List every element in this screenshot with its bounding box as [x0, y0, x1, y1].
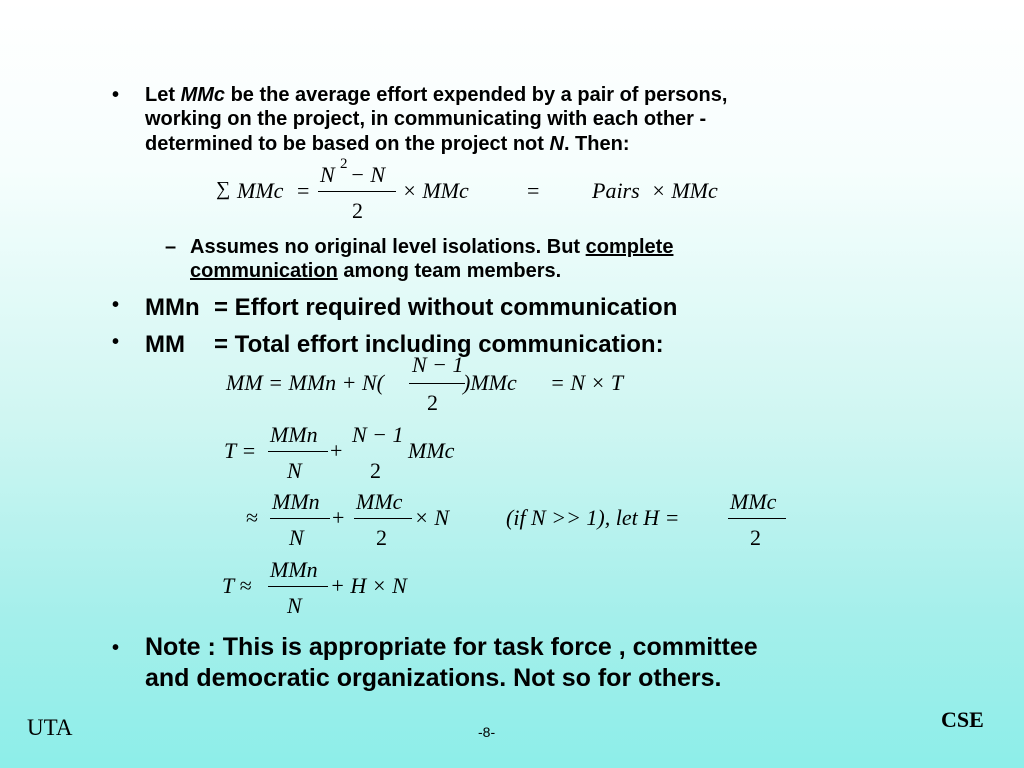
- underlined-text: complete: [585, 236, 674, 258]
- eq3-den1: N: [287, 458, 302, 483]
- eq4-plus: +: [332, 505, 345, 530]
- text: . Then:: [563, 133, 630, 155]
- eq2-den: 2: [427, 390, 438, 415]
- approx-symbol: ≈: [246, 505, 259, 530]
- eq3-mmc: MMc: [408, 438, 455, 463]
- eq4-num3: MMc: [730, 489, 777, 514]
- sub-bullet-marker: –: [165, 236, 177, 258]
- var-n: N: [549, 133, 564, 155]
- eq2-lhs: MM = MMn + N(: [226, 370, 384, 395]
- eq4-den3: 2: [750, 525, 761, 550]
- eq4-den1: N: [289, 525, 304, 550]
- fraction-bar: [354, 518, 412, 519]
- text: Assumes no original level isolations. But: [190, 236, 586, 258]
- eq1-lhs: MMc: [237, 178, 284, 203]
- eq3-num2: N − 1: [352, 422, 404, 447]
- eq1-equals: =: [297, 178, 310, 203]
- fraction-bar: [318, 191, 396, 192]
- bullet-marker: •: [112, 84, 120, 106]
- bullet2-def: = Effort required without communication: [214, 294, 678, 321]
- bullet2-term: MMn: [145, 294, 200, 321]
- text: Let: [145, 84, 181, 106]
- fraction-bar: [728, 518, 786, 519]
- underlined-text: communication: [190, 260, 338, 282]
- bullet3-def: = Total effort including communication:: [214, 331, 664, 358]
- eq1-pairs: Pairs: [592, 178, 640, 203]
- eq2-num: N − 1: [412, 352, 464, 377]
- eq4-condition: (if N >> 1), let H =: [506, 505, 680, 530]
- eq5-num: MMn: [270, 557, 318, 582]
- bullet-marker: •: [112, 294, 120, 316]
- page-number: -8-: [478, 724, 496, 740]
- bullet1-line3: [145, 133, 629, 156]
- eq4-den2: 2: [376, 525, 387, 550]
- footer-right-label: CSE: [941, 707, 984, 732]
- eq1-times-mmc2: × MMc: [651, 178, 718, 203]
- eq1-den: 2: [352, 198, 363, 223]
- bullet-marker: •: [112, 637, 120, 659]
- fraction-bar: [268, 451, 328, 452]
- eq3-plus: +: [330, 438, 343, 463]
- text: be the average effort expended by a pair of persons,: [225, 84, 728, 106]
- eq1-times-mmc: × MMc: [402, 178, 469, 203]
- eq3-den2: 2: [370, 458, 381, 483]
- eq5-den: N: [287, 593, 302, 618]
- bullet4-line1: Note : This is appropriate for task force , committee: [145, 633, 758, 661]
- eq4-num2: MMc: [356, 489, 403, 514]
- fraction-bar: [409, 383, 465, 384]
- bullet-marker: •: [112, 331, 120, 353]
- eq2-rhs2: = N × T: [550, 370, 624, 395]
- footer-left-label: UTA: [27, 715, 73, 740]
- eq4-num1: MMn: [272, 489, 320, 514]
- eq1-num-sup: 2: [340, 156, 348, 172]
- eq3-lhs: T =: [224, 438, 257, 463]
- bullet1-line2: working on the project, in communicating with each other -: [145, 108, 707, 130]
- eq5-lhs: T ≈: [222, 573, 252, 598]
- fraction-bar: [268, 586, 328, 587]
- fraction-bar: [270, 518, 330, 519]
- eq1-num-n: N: [320, 162, 335, 187]
- text: determined to be based on the project not: [145, 133, 550, 155]
- eq1-equals2: =: [527, 178, 540, 203]
- bullet4-line2: and democratic organizations. Not so for others.: [145, 664, 722, 692]
- eq1-num-tail: − N: [350, 162, 386, 187]
- sum-symbol: ∑: [216, 178, 231, 200]
- text: among team members.: [337, 260, 562, 282]
- bullet3-term: MM: [145, 331, 185, 358]
- var-mmc: MMc: [180, 84, 226, 106]
- eq4-timesN: × N: [414, 505, 450, 530]
- eq2-rhs: )MMc: [463, 370, 517, 395]
- eq3-num1: MMn: [270, 422, 318, 447]
- bullet1-line1: [145, 84, 727, 107]
- sub1-line1: [190, 236, 673, 259]
- sub1-line2: [190, 260, 561, 283]
- eq5-rhs: + H × N: [330, 573, 407, 598]
